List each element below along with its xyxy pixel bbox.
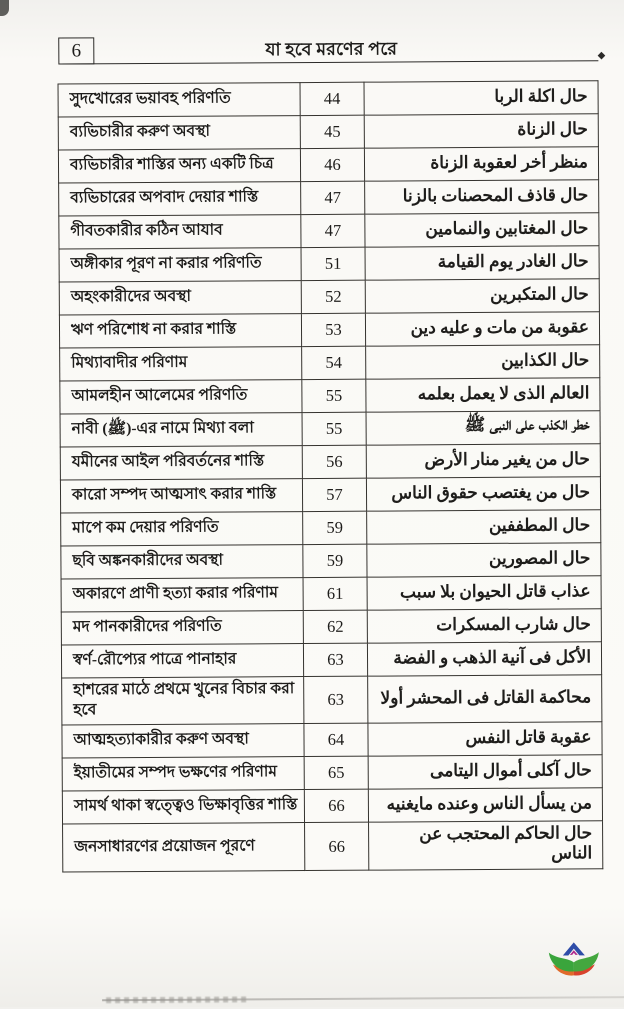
table-row bbox=[60, 378, 600, 414]
table-row bbox=[59, 213, 599, 249]
table-row bbox=[60, 411, 600, 447]
table-row bbox=[61, 642, 601, 678]
table-row bbox=[61, 510, 601, 546]
page-number-cell: 63 bbox=[303, 643, 367, 676]
arabic-title-cell: حال المغتابين والنمامين bbox=[365, 213, 599, 247]
bengali-title-cell: সুদখোরের ভয়াবহ পরিণতি bbox=[58, 83, 300, 117]
toc-table bbox=[58, 80, 604, 873]
table-of-contents bbox=[58, 80, 604, 873]
page-number-cell: 44 bbox=[300, 82, 364, 115]
page-number-cell: 47 bbox=[301, 181, 365, 214]
page-number-cell: 56 bbox=[302, 445, 366, 478]
page-number: 6 bbox=[71, 40, 82, 62]
page-number-cell: 59 bbox=[303, 511, 367, 544]
table-row bbox=[58, 81, 598, 117]
bengali-title-cell: মিথ্যাবাদীর পরিণাম bbox=[60, 347, 302, 381]
page-number-cell: 47 bbox=[301, 214, 365, 247]
bengali-title-cell: কারো সম্পদ আত্মসাৎ করার শাস্তি bbox=[60, 479, 302, 513]
bengali-title-cell: মদ পানকারীদের পরিণতি bbox=[61, 611, 303, 645]
bengali-title-cell: হাশরের মাঠে প্রথমে খুনের বিচার করা হবে bbox=[62, 677, 304, 726]
bengali-title-cell: ব্যভিচারীর শাস্তির অন্য একটি চিত্র bbox=[58, 149, 300, 183]
arabic-title-cell: حال من يغتصب حقوق الناس bbox=[366, 477, 600, 511]
page-number-cell: 66 bbox=[304, 789, 368, 822]
toc-table-body bbox=[58, 81, 603, 873]
page-number-cell: 61 bbox=[303, 577, 367, 610]
arabic-title-cell: من يسأل الناس وعنده مايغنيه bbox=[368, 788, 602, 822]
bengali-title-cell: আত্মহত্যাকারীর করুণ অবস্থা bbox=[62, 724, 304, 758]
page-number-cell: 66 bbox=[305, 822, 369, 870]
table-row bbox=[62, 788, 602, 824]
publisher-logo-icon bbox=[548, 939, 600, 983]
page-number-cell: 53 bbox=[301, 313, 365, 346]
page-number-cell: 65 bbox=[304, 756, 368, 789]
bengali-title-cell: ঋণ পরিশোধ না করার শাস্তি bbox=[59, 314, 301, 348]
table-row bbox=[61, 609, 601, 645]
bengali-title-cell: স্বর্ণ-রৌপ্যের পাত্রে পানাহার bbox=[61, 644, 303, 678]
page-number-cell: 64 bbox=[304, 723, 368, 756]
bengali-title-cell: অকারণে প্রাণী হত্যা করার পরিণাম bbox=[61, 578, 303, 612]
bengali-title-cell: নাবী (ﷺ)-এর নামে মিথ্যা বলা bbox=[60, 413, 302, 447]
arabic-title-cell: حال الكذابين bbox=[366, 345, 600, 379]
page-number-cell: 55 bbox=[302, 379, 366, 412]
arabic-title-cell: خطر الكذب على النبى ﷺ bbox=[366, 411, 600, 445]
arabic-title-cell: حال قاذف المحصنات بالزنا bbox=[365, 180, 599, 214]
arabic-title-cell: الأكل فى آنية الذهب و الفضة bbox=[367, 642, 601, 676]
bengali-title-cell: জনসাধারণের প্রয়োজন পূরণে bbox=[63, 823, 305, 872]
bengali-title-cell: অহংকারীদের অবস্থা bbox=[59, 281, 301, 315]
bengali-title-cell: ইয়াতীমের সম্পদ ভক্ষণের পরিণাম bbox=[62, 757, 304, 791]
table-row bbox=[61, 543, 601, 579]
page-number-cell: 62 bbox=[303, 610, 367, 643]
bengali-title-cell: ছবি অঙ্কনকারীদের অবস্থা bbox=[61, 545, 303, 579]
page-number-cell: 59 bbox=[303, 544, 367, 577]
bengali-title-cell: সামর্থ থাকা স্বত্ত্বেও ভিক্ষাবৃত্তির শাস্তি bbox=[62, 790, 304, 824]
arabic-title-cell: عقوبة قاتل النفس bbox=[368, 722, 602, 756]
table-row bbox=[59, 180, 599, 216]
arabic-title-cell: حال آكلى أموال اليتامى bbox=[368, 755, 602, 789]
arabic-title-cell: حال الغادر يوم القيامة bbox=[365, 246, 599, 280]
table-row bbox=[60, 477, 600, 513]
arabic-title-cell: حال المطففين bbox=[367, 510, 601, 544]
bengali-title-cell: ব্যভিচারের অপবাদ দেয়ার শাস্তি bbox=[59, 182, 301, 216]
table-row bbox=[61, 576, 601, 612]
table-row bbox=[58, 147, 598, 183]
diamond-icon: ◆ bbox=[597, 50, 606, 62]
page-number-cell: 55 bbox=[302, 412, 366, 445]
page-number-cell: 63 bbox=[304, 676, 368, 724]
bengali-title-cell: ব্যভিচারীর করুণ অবস্থা bbox=[58, 116, 300, 150]
table-row bbox=[59, 246, 599, 282]
arabic-title-cell: حال الحاكم المحتجب عن الناس bbox=[369, 821, 603, 870]
table-row bbox=[62, 722, 602, 758]
page-number-cell: 51 bbox=[301, 247, 365, 280]
bengali-title-cell: মাপে কম দেয়ার পরিণতি bbox=[61, 512, 303, 546]
bengali-title-cell: যমীনের আইল পরিবর্তনের শাস্তি bbox=[60, 446, 302, 480]
table-row bbox=[63, 821, 603, 872]
page-number-cell: 54 bbox=[302, 346, 366, 379]
arabic-title-cell: حال المصورين bbox=[367, 543, 601, 577]
arabic-title-cell: عقوبة من مات و عليه دين bbox=[365, 312, 599, 346]
bengali-title-cell: গীবতকারীর কঠিন আযাব bbox=[59, 215, 301, 249]
bengali-title-cell: অঙ্গীকার পূরণ না করার পরিণতি bbox=[59, 248, 301, 282]
book-title: যা হবে মরণের পরে bbox=[265, 38, 398, 60]
arabic-title-cell: عذاب قاتل الحيوان بلا سبب bbox=[367, 576, 601, 610]
table-row bbox=[62, 755, 602, 791]
page-header bbox=[58, 34, 604, 69]
page-number-cell: 52 bbox=[301, 280, 365, 313]
table-row bbox=[58, 114, 598, 150]
table-row bbox=[62, 675, 602, 726]
arabic-title-cell: حال من يغير منار الأرض bbox=[366, 444, 600, 478]
arabic-title-cell: حال المتكبرين bbox=[365, 279, 599, 313]
table-row bbox=[60, 345, 600, 381]
table-row bbox=[59, 279, 599, 315]
page-number-cell: 57 bbox=[302, 478, 366, 511]
bengali-title-cell: আমলহীন আলেমের পরিণতি bbox=[60, 380, 302, 414]
page-number-cell: 45 bbox=[300, 115, 364, 148]
page-number-cell: 46 bbox=[300, 148, 364, 181]
table-row bbox=[59, 312, 599, 348]
arabic-title-cell: منظر أخر لعقوبة الزناة bbox=[364, 147, 598, 181]
arabic-title-cell: محاكمة القاتل فى المحشر أولا bbox=[368, 675, 602, 724]
arabic-title-cell: حال الزناة bbox=[364, 114, 598, 148]
arabic-title-cell: حال شارب المسكرات bbox=[367, 609, 601, 643]
arabic-title-cell: العالم الذى لا يعمل بعلمه bbox=[366, 378, 600, 412]
table-row bbox=[60, 444, 600, 480]
arabic-title-cell: حال اكلة الربا bbox=[364, 81, 598, 115]
